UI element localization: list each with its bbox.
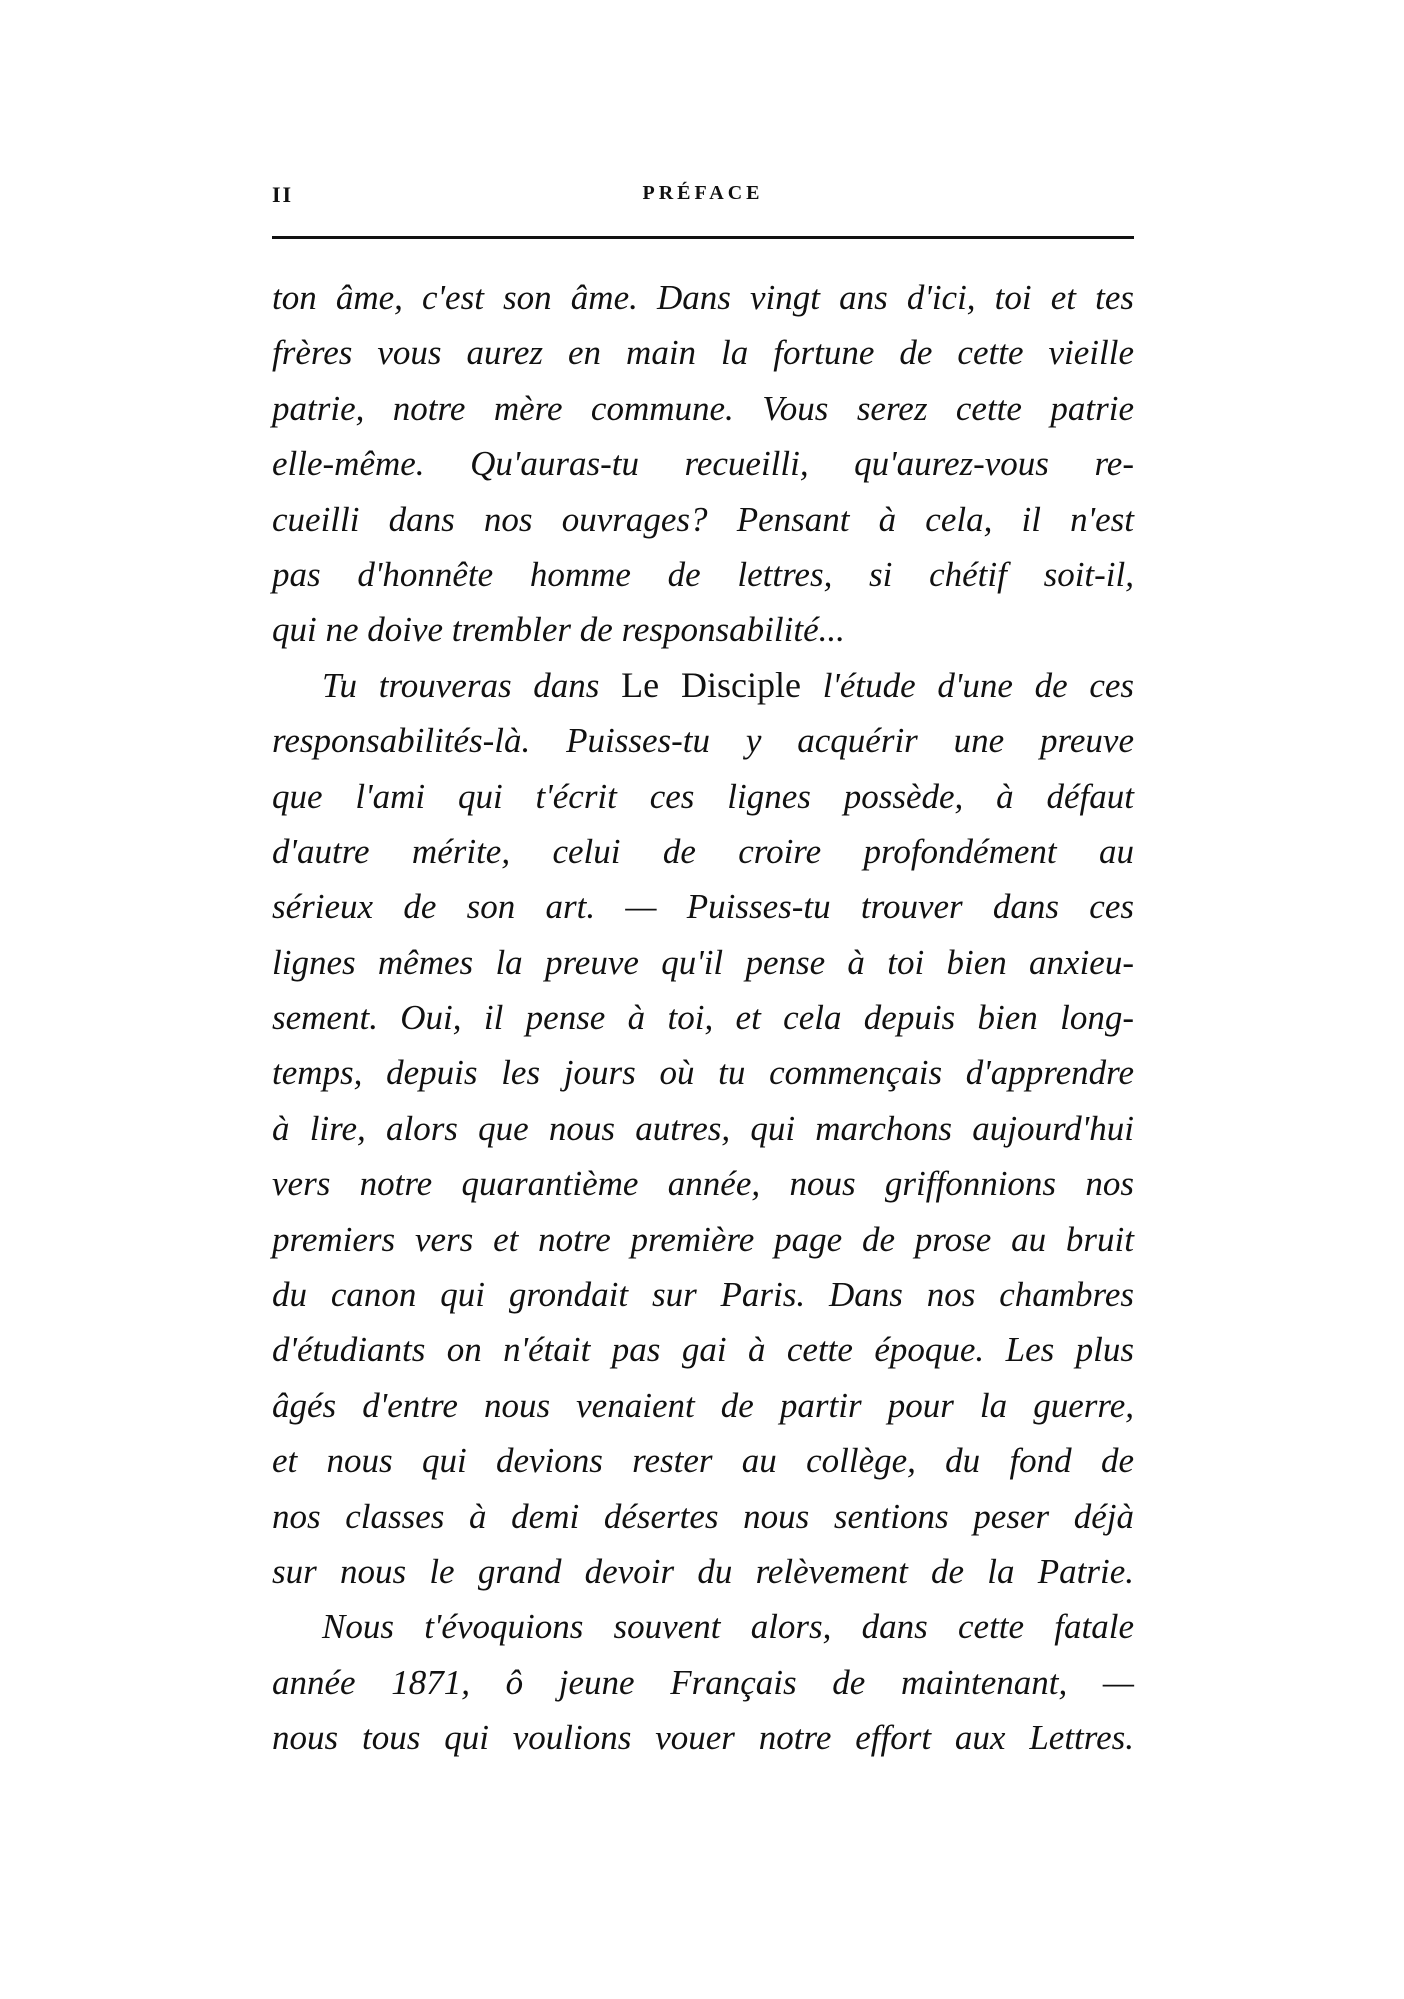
text-line: frères vous aurez en main la fortune de cette vieille [272, 333, 1134, 373]
body-text [272, 270, 1134, 1766]
text-line: pas d'honnête homme de lettres, si chétif soit-il, [272, 554, 1134, 594]
text-line: du canon qui grondait sur Paris. Dans nos chambres [272, 1275, 1134, 1315]
text-line: sérieux de son art. — Puisses-tu trouver dans ces [272, 887, 1134, 927]
text-line: à lire, alors que nous autres, qui marchons aujourd'hui [272, 1108, 1134, 1148]
text-fragment: Tu trouveras dans [322, 665, 622, 705]
text-line: sement. Oui, il pense à toi, et cela depuis bien long- [272, 998, 1134, 1038]
book-title: Le Disciple [621, 664, 801, 705]
text-line: Nous t'évoquions souvent alors, dans cette fatale [322, 1607, 1134, 1647]
text-line: vers notre quarantième année, nous griffonnions nos [272, 1164, 1134, 1204]
text-line: ton âme, c'est son âme. Dans vingt ans d'ici, toi et tes [272, 278, 1134, 317]
text-line: premiers vers et notre première page de prose au bruit [272, 1219, 1134, 1259]
text-line: qui ne doive trembler de responsabilité... [272, 610, 845, 650]
text-line: d'étudiants on n'était pas gai à cette époque. Les plus [272, 1330, 1134, 1370]
text-line: âgés d'entre nous venaient de partir pour la guerre, [272, 1385, 1134, 1425]
text-line: que l'ami qui t'écrit ces lignes possède, à défaut [272, 776, 1134, 816]
text-line-with-book-title [272, 658, 1134, 713]
text-line: temps, depuis les jours où tu commençais d'apprendre [272, 1053, 1134, 1093]
text-fragment: l'étude d'une de ces [822, 665, 1135, 705]
text-line: et nous qui devions rester au collège, du fond de [272, 1441, 1134, 1481]
text-line: nos classes à demi désertes nous sentions peser déjà [272, 1496, 1134, 1536]
text-line: responsabilités-là. Puisses-tu y acquérir une preuve [272, 721, 1134, 761]
running-head [272, 182, 1134, 214]
text-line: patrie, notre mère commune. Vous serez cette patrie [272, 388, 1134, 428]
page-number: II [272, 182, 294, 207]
text-line: sur nous le grand devoir du relèvement de la Patrie. [272, 1551, 1134, 1591]
text-line: d'autre mérite, celui de croire profondément au [272, 831, 1134, 871]
text-line: cueilli dans nos ouvrages? Pensant à cela, il n'est [272, 499, 1134, 539]
text-line: nous tous qui voulions vouer notre effort aux Lettres. [272, 1718, 1134, 1758]
text-line: elle-même. Qu'auras-tu recueilli, qu'aurez-vous re- [272, 444, 1134, 484]
text-line: année 1871, ô jeune Français de maintenant, — [272, 1662, 1134, 1702]
running-title: PRÉFACE [642, 182, 764, 204]
header-rule [272, 236, 1134, 239]
text-line: lignes mêmes la preuve qu'il pense à toi bien anxieu- [272, 942, 1134, 982]
